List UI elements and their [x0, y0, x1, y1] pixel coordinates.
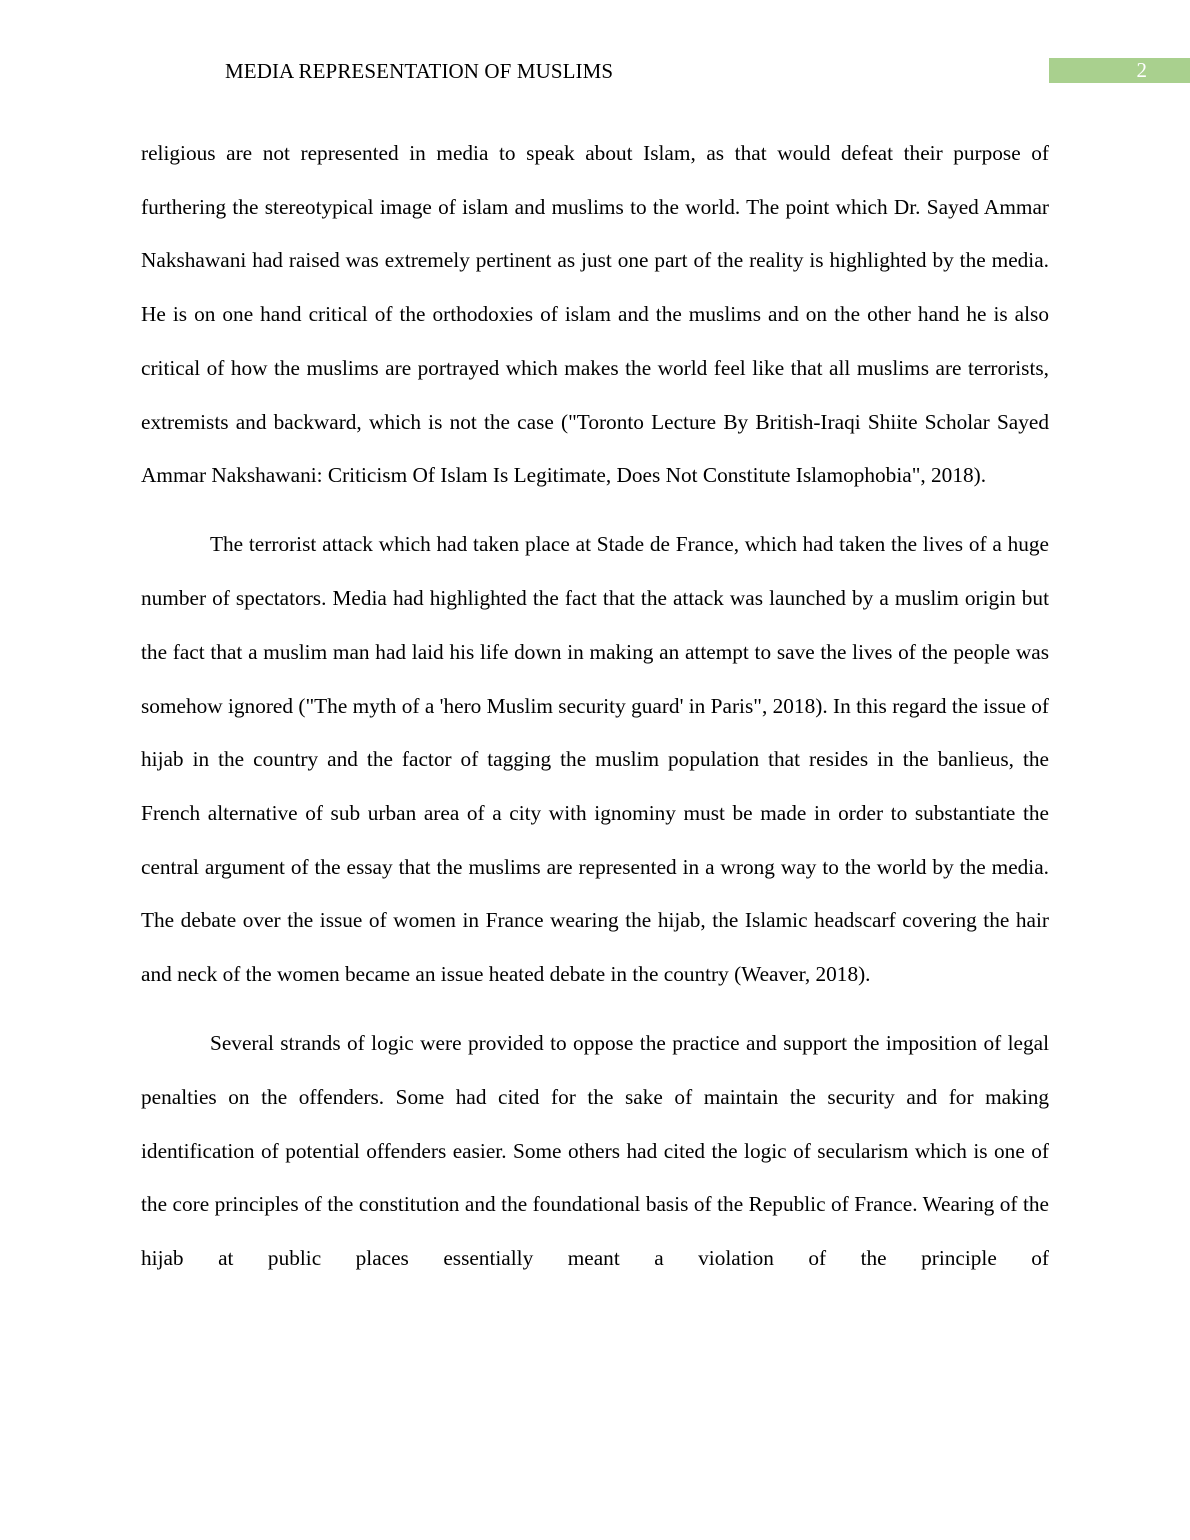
paragraph-2: The terrorist attack which had taken place at Stade de France, which had taken the lives of a huge number of spectators. Media had highlighted the fact that the attack was launched by a muslim origin but the fact that a muslim man had laid his life down in making an attempt to save the lives of the people was somehow ignored ("The myth of a 'hero Muslim security guard' in Paris", 2018). In this regard the issue of hijab in the country and the factor of tagging the muslim population that resides in the banlieus, the French alternative of sub urban area of a city with ignominy must be made in order to substantiate the central argument of the essay that the muslims are represented in a wrong way to the world by the media. The debate over the issue of women in France wearing the hijab, the Islamic headscarf covering the hair and neck of the women became an issue heated debate in the country (Weaver, 2018).: [141, 532, 1049, 987]
running-head: MEDIA REPRESENTATION OF MUSLIMS: [225, 59, 614, 83]
paragraph-3: Several strands of logic were provided to oppose the practice and support the imposition of legal penalties on the offenders. Some had cited for the sake of maintain the security and for making identification of potential offenders easier. Some others had cited the logic of secularism which is one of the core principles of the constitution and the foundational basis of the Republic of France. Wearing of the hijab at public places essentially meant a violation of the principle of: [141, 1031, 1049, 1271]
page-number-box: [1049, 58, 1190, 83]
page-number: 2: [1136, 58, 1147, 82]
document-body: [141, 127, 1049, 1286]
paragraph-1: religious are not represented in media to speak about Islam, as that would defeat their purpose of furthering the stereotypical image of islam and muslims to the world. The point which Dr. Sayed Ammar Nakshawani had raised was extremely pertinent as just one part of the reality is highlighted by the media. He is on one hand critical of the orthodoxies of islam and the muslims and on the other hand he is also critical of how the muslims are portrayed which makes the world feel like that all muslims are terrorists, extremists and backward, which is not the case ("Toronto Lecture By British-Iraqi Shiite Scholar Sayed Ammar Nakshawani: Criticism Of Islam Is Legitimate, Does Not Constitute Islamophobia", 2018).: [141, 141, 1049, 488]
